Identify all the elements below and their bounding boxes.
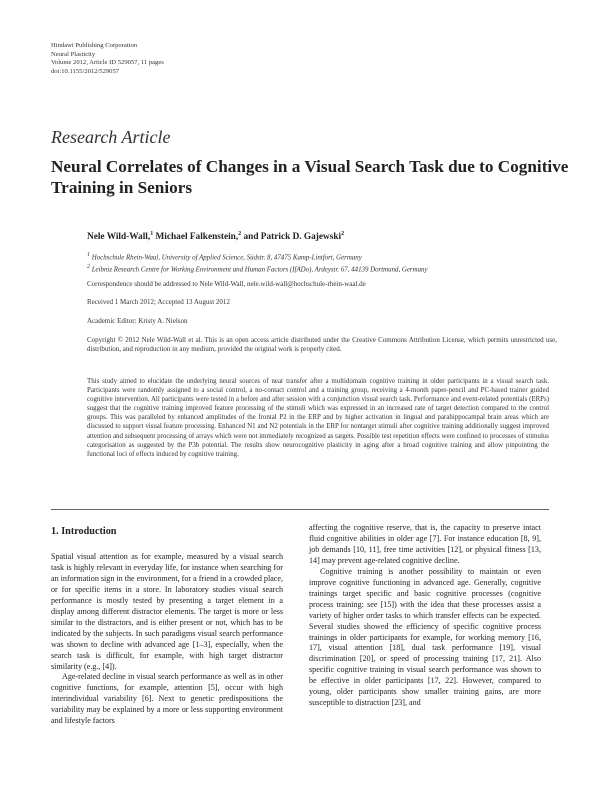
section-divider bbox=[51, 509, 549, 510]
affiliation-text: Hochschule Rhein-Waal, University of Applied Science, Südstr. 8, 47475 Kamp-Lintfort, Germany bbox=[90, 254, 362, 262]
publisher: Hindawi Publishing Corporation bbox=[51, 42, 138, 49]
affiliation-number: 2 bbox=[87, 264, 90, 270]
author-name: and Patrick D. Gajewski bbox=[241, 232, 342, 243]
volume-info: Volume 2012, Article ID 529057, 11 pages bbox=[51, 59, 164, 67]
paragraph: affecting the cognitive reserve, that is, the capacity to preserve intact fluid cognitive abilities in older age [7]. For instance education [8, 9], job demands [10, 11], free time activities [12], or physical fitness [13, 14] may prevent age-related cognitive decline. bbox=[309, 523, 541, 565]
affiliation-number: 1 bbox=[87, 252, 90, 258]
section-heading: 1. Introduction bbox=[51, 526, 117, 537]
copyright-notice: Copyright © 2012 Nele Wild-Wall et al. This is an open access article distributed under the Creative Commons Attribution License, which permits unrestricted use, distribution, and reproduction in any medium, provided the original work is properly cited. bbox=[87, 336, 557, 353]
affiliation-1 bbox=[87, 251, 557, 263]
abstract: This study aimed to elucidate the underlying neural sources of near transfer after a multidomain cognitive training in older participants in a visual search task. Participants were randomly assigned to a social control, a no-contact control and a training group, receiving a 4-month paper-pencil and PC-based trainer guided cognitive intervention. All participants were tested in a before and after session with a conjunction visual search task. Performance and event-related potentials (ERPs) suggest that the cognitive training improved feature processing of the stimuli which was expressed in an increased rate of target detection compared to the control groups. This was paralleled by enhanced amplitudes of the frontal P2 in the ERP and by higher activation in lingual and parahippocampal brain areas which are discussed to support visual feature processing. Enhanced N1 and N2 potentials in the ERP for nontarget stimuli after cognitive training additionally suggest improved attention and subsequent processing of arrays which were not immediately recognized as targets. Possible test repetition effects were confined to processes of stimulus categorisation as suggested by the P3b potential. The results show neurocognitive plasticity in aging after a broad cognitive training and allow pinpointing the functional loci of effects induced by cognitive training. bbox=[87, 378, 549, 458]
journal-header bbox=[51, 42, 164, 76]
author-name: Michael Falkenstein, bbox=[153, 232, 239, 243]
author-affiliation-mark: 1 bbox=[150, 231, 154, 237]
left-column bbox=[51, 526, 283, 727]
paper-title: Neural Correlates of Changes in a Visual Search Task due to Cognitive Training in Seniors bbox=[51, 157, 569, 197]
paragraph: Spatial visual attention as for example, measured by a visual search task is highly relevant in everyday life, for instance when searching for an information sign in the environment, for a friend in a crowded place, or for specific items in a store. In laboratory studies visual search performance is mostly tested by presenting a target element in a display among different distractor elements. The target is more or less similar to the distractors, and is either present or not, which has to be indicated by the subjects. In such paradigms visual search performance was shown to decline with advanced age [1–3], especially, when the search task is difficult, for example, with high target distractor similarity (e.g., [4]). bbox=[51, 552, 283, 671]
affiliation-2 bbox=[87, 263, 557, 275]
author-list bbox=[87, 231, 344, 242]
received-dates: Received 1 March 2012; Accepted 13 August 2012 bbox=[87, 298, 230, 306]
affiliation-text: Leibniz Research Centre for Working Environment and Human Factors (IfADo), Ardeystr. 67, 44139 Dortmund, Germany bbox=[90, 266, 428, 274]
author-name: Nele Wild-Wall, bbox=[87, 232, 151, 243]
doi: doi:10.1155/2012/529057 bbox=[51, 67, 120, 75]
correspondence: Correspondence should be addressed to Nele Wild-Wall, nele.wild-wall@hochschule-rhein-waal.de bbox=[87, 280, 366, 288]
author-affiliation-mark: 2 bbox=[341, 231, 345, 237]
academic-editor: Academic Editor: Kristy A. Nielson bbox=[87, 317, 188, 325]
author-affiliation-mark: 2 bbox=[238, 231, 242, 237]
paragraph: Age-related decline in visual search performance as well as in other cognitive functions, for example, attention [5], occur with high interindividual variability [6]. Next to genetic predispositions the variability may be explained by a more or less supporting environment and lifestyle factors bbox=[51, 672, 283, 726]
right-column bbox=[309, 523, 541, 709]
article-type: Research Article bbox=[51, 127, 171, 147]
paragraph: Cognitive training is another possibility to maintain or even improve cognitive functioning in advanced age. Generally, cognitive trainings target specific and basic cognitive processes (cognitive process training: see [15]) with the idea that these processes assist a variety of higher order tasks to which transfer effects can be expected. Several studies showed the efficiency of specific cognitive process trainings in older participants for example, for working memory [16, 17], visual attention [18], dual task performance [19], visual discrimination [20], or speed of processing training [17, 21]. Also specific cognitive training in visual search performance was shown to be effective in older participants [17, 22]. However, compared to young, older participants show smaller training gains, are more susceptible to distraction [23], and bbox=[309, 566, 541, 708]
journal-name: Neural Plasticity bbox=[51, 50, 96, 58]
